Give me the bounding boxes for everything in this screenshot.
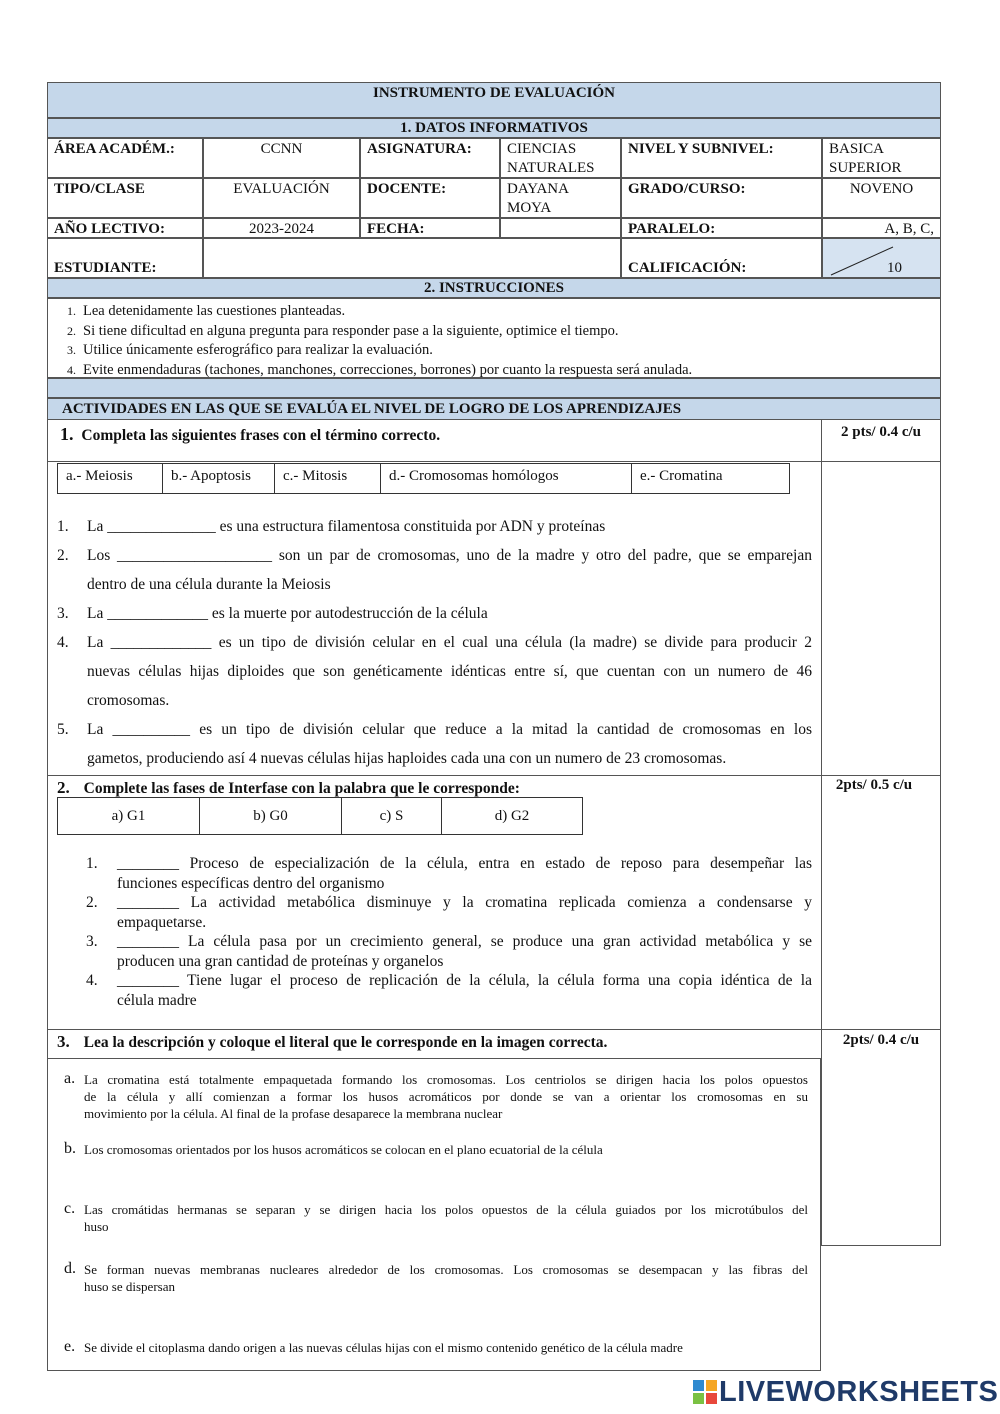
q2-divider (821, 775, 822, 1030)
item-line: gametos, produciendo así 4 nuevas células hijas haploides cada una con un numero de 23 cromosomas. (87, 750, 727, 767)
instruction-item (67, 302, 346, 322)
instruction-item (67, 322, 619, 342)
q2-frame-right (940, 775, 941, 1030)
item-number: 1. (86, 855, 98, 872)
nivel-label: NIVEL Y SUBNIVEL: (621, 138, 822, 178)
area-label: ÁREA ACADÉM.: (47, 138, 203, 178)
item-line: célula madre (117, 991, 197, 1009)
q1-option-d: d.- Cromosomas homólogos (380, 463, 632, 494)
instruction-item (67, 341, 433, 361)
q3-frame-left (47, 1029, 48, 1058)
paralelo-value: A, B, C, (822, 218, 941, 238)
anio-value: 2023-2024 (203, 218, 360, 238)
q3-top-rule (47, 1029, 941, 1030)
section-datos-title: 1. DATOS INFORMATIVOS (400, 120, 588, 136)
q2-points: 2pts/ 0.5 c/u (835, 777, 913, 793)
item-line: ________ La célula pasa por un crecimiento general, se produce una gran actividad metabólica y se (117, 933, 812, 950)
q1-option-c: c.- Mitosis (274, 463, 381, 494)
q1-points: 2 pts/ 0.4 c/u (840, 424, 921, 440)
item-line: La _____________ es la muerte por autodestrucción de la célula (87, 605, 488, 622)
item-line: La __________ es un tipo de división celular que reduce a la mitad la cantidad de cromosomas en los (87, 721, 812, 738)
slash-icon (823, 239, 942, 279)
q2-option-a: a) G1 (57, 797, 200, 835)
calificacion-field[interactable] (822, 238, 941, 278)
item-line: producen una gran cantidad de proteínas y organelos (117, 952, 444, 970)
asignatura-value-line2: NATURALES (507, 160, 595, 176)
q3-title (57, 1032, 607, 1052)
instruction-text: Si tiene dificultad en alguna pregunta para responder pase a la siguiente, optimice el tiempo. (83, 322, 619, 339)
q1-divider (821, 420, 822, 775)
asignatura-value (500, 138, 621, 178)
q2-option-d: d) G2 (441, 797, 583, 835)
item-number: 5. (57, 721, 69, 738)
q3-line: huso (84, 1219, 109, 1234)
q3-line: de la célula y allí comienzan a formar los husos acromáticos por donde se van a orientar los cromosomas en su (84, 1089, 808, 1104)
instruction-number: 3. (67, 343, 76, 357)
item-line: dentro de una célula durante la Meiosis (87, 576, 331, 593)
section-instrucciones-bar (47, 278, 941, 298)
calificacion-value: 10 (887, 260, 902, 276)
q3-descriptions-box (47, 1058, 821, 1371)
estudiante-field[interactable] (203, 238, 621, 278)
q1-frame-right (940, 420, 941, 775)
docente-value-line2: MOYA (507, 200, 552, 216)
q3-letter: d. (64, 1260, 76, 1277)
q1-title-text: Completa las siguientes frases con el término correcto. (81, 427, 441, 444)
item-line: ________ Tiene lugar el proceso de replicación de la célula, la célula forma una copia idéntica de la (117, 972, 812, 989)
q1-frame-left (47, 420, 48, 775)
q1-header-rule (47, 461, 941, 462)
docente-value-line1: DAYANA (507, 181, 569, 197)
item-line: Los ____________________ son un par de cromosomas, uno de la madre y otro del padre, que se emparejan (87, 547, 812, 564)
q3-number: 3. (57, 1032, 70, 1051)
section-datos-bar (47, 118, 941, 138)
q2-frame-left (47, 775, 48, 1030)
q3-points-box (821, 1029, 941, 1246)
grado-value: NOVENO (822, 178, 941, 218)
q2-option-b: b) G0 (199, 797, 342, 835)
q3-line: huso se dispersan (84, 1279, 175, 1294)
instruction-number: 4. (67, 362, 76, 377)
item-line: La ______________ es una estructura filamentosa constituida por ADN y proteínas (87, 518, 606, 535)
estudiante-label: ESTUDIANTE: (47, 238, 203, 278)
liveworksheets-emblem-icon (693, 1380, 717, 1404)
q1-option-a: a.- Meiosis (57, 463, 163, 494)
grado-label: GRADO/CURSO: (621, 178, 822, 218)
q3-line: Se forman nuevas membranas nucleares alrededor de los cromosomas. Los cromosomas se desempacan y las fibras del (84, 1262, 808, 1277)
fecha-label: FECHA: (360, 218, 500, 238)
logo-text: LIVEWORKSHEETS (719, 1375, 999, 1408)
q1-title (60, 424, 440, 445)
instruction-number: 1. (67, 304, 76, 318)
activities-bar (47, 398, 941, 420)
q3-letter: e. (64, 1338, 76, 1355)
item-number: 2. (86, 894, 98, 911)
item-line: ________ Proceso de especialización de la célula, entra en estado de reposo para desempeñar las (117, 855, 812, 872)
paralelo-label: PARALELO: (621, 218, 822, 238)
instruction-text: Utilice únicamente esferográfico para realizar la evaluación. (83, 342, 433, 358)
item-number: 4. (57, 634, 69, 651)
q3-line: movimiento por la célula. Al final de la profase desaparece la membrana nuclear (84, 1106, 503, 1121)
q3-letter: c. (64, 1200, 76, 1217)
liveworksheets-logo (693, 1376, 998, 1408)
title-bar (47, 82, 941, 118)
item-line: cromosomas. (87, 692, 170, 709)
document-title: INSTRUMENTO DE EVALUACIÓN (373, 85, 615, 101)
docente-value (500, 178, 621, 218)
item-line: nuevas células hijas diploides que son genéticamente idénticas entre sí, que cuentan con un numero de 46 (87, 663, 812, 680)
q2-top-rule (47, 775, 941, 776)
tipo-value: EVALUACIÓN (203, 178, 360, 218)
q3-points: 2pts/ 0.4 c/u (842, 1032, 920, 1048)
item-line: empaquetarse. (117, 913, 207, 931)
item-number: 1. (57, 518, 69, 535)
q2-option-c: c) S (341, 797, 442, 835)
activities-title: ACTIVIDADES EN LAS QUE SE EVALÚA EL NIVEL DE LOGRO DE LOS APRENDIZAJES (62, 401, 682, 417)
calificacion-label: CALIFICACIÓN: (621, 238, 822, 278)
item-line: La _____________ es un tipo de división celular en el cual una célula (la madre) se divide para producir 2 (87, 634, 812, 651)
q1-option-e: e.- Cromatina (631, 463, 790, 494)
item-number: 2. (57, 547, 69, 564)
q2-title-text: Complete las fases de Interfase con la palabra que le corresponde: (83, 780, 520, 797)
instructions-box (47, 298, 941, 378)
q2-title (57, 778, 520, 798)
instruction-text: Evite enmendaduras (tachones, manchones, correcciones, borrones) por cuanto la respuesta será anulada. (83, 361, 693, 378)
q3-letter: a. (64, 1070, 76, 1087)
anio-label: AÑO LECTIVO: (47, 218, 203, 238)
item-number: 4. (86, 972, 98, 989)
q3-letter: b. (64, 1140, 76, 1157)
instruction-number: 2. (67, 323, 76, 338)
tipo-label: TIPO/CLASE (47, 178, 203, 218)
q2-number: 2. (57, 778, 70, 797)
section-instrucciones-title: 2. INSTRUCCIONES (423, 280, 565, 296)
q3-line: Se divide el citoplasma dando origen a las nuevas células hijas con el mismo contenido genético de la célula madre (84, 1340, 683, 1355)
q1-option-b: b.- Apoptosis (162, 463, 275, 494)
q3-line: Los cromosomas orientados por los husos acromáticos se colocan en el plano ecuatorial de la célula (84, 1142, 603, 1157)
q3-line: Las cromátidas hermanas se separan y se dirigen hacia los polos opuestos de la célula guiados por los microtúbulos del (84, 1202, 808, 1217)
item-number: 3. (57, 605, 69, 622)
q1-number: 1. (60, 424, 74, 444)
q3-line: La cromatina está totalmente empaquetada formando los cromosomas. Los centriolos se dirigen hacia los polos opuestos (84, 1072, 808, 1087)
instruction-text: Lea detenidamente las cuestiones planteadas. (83, 303, 346, 319)
fecha-value[interactable] (500, 218, 621, 238)
item-line: funciones específicas dentro del organismo (117, 874, 385, 892)
asignatura-value-line1: CIENCIAS (507, 141, 577, 157)
nivel-value-line1: BASICA (829, 141, 885, 157)
asignatura-label: ASIGNATURA: (360, 138, 500, 178)
item-line: ________ La actividad metabólica disminuye y la cromatina replicada comienza a condensarse y (117, 894, 812, 911)
area-value: CCNN (203, 138, 360, 178)
q3-title-text: Lea la descripción y coloque el literal que le corresponde en la imagen correcta. (83, 1034, 608, 1051)
nivel-value-line2: SUPERIOR (829, 160, 902, 176)
spacer-bar (47, 378, 941, 398)
item-number: 3. (86, 933, 98, 950)
nivel-value (822, 138, 941, 178)
docente-label: DOCENTE: (360, 178, 500, 218)
